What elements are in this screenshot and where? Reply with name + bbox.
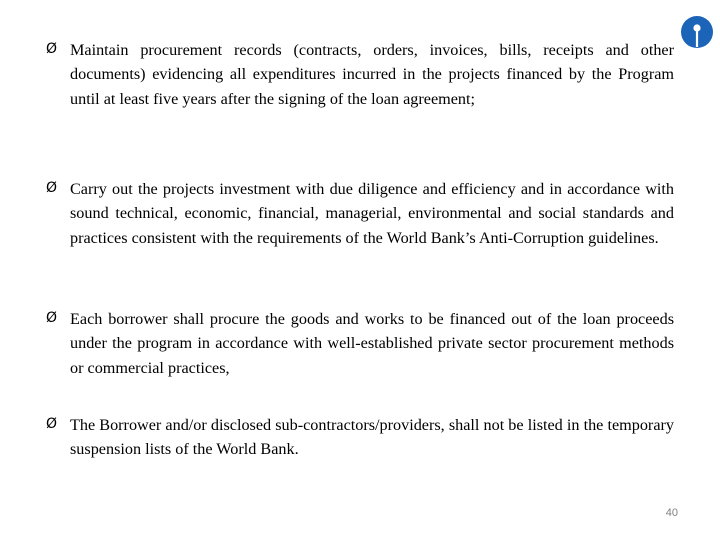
arrow-bullet-icon: Ø: [46, 180, 58, 196]
arrow-bullet-icon: Ø: [46, 41, 58, 57]
bank-logo-icon: [680, 15, 714, 49]
bullet-item: [46, 307, 674, 380]
bullet-item: [46, 177, 674, 250]
bullet-text: The Borrower and/or disclosed sub-contractors/providers, shall not be listed in the temporary suspension lists of the World Bank.: [70, 416, 674, 459]
bullet-text: Carry out the projects investment with due diligence and efficiency and in accordance with sound technical, economic, financial, managerial, environmental and social standards and practices consistent with the requirements of the World Bank’s Anti-Corruption guidelines.: [70, 180, 674, 247]
bullet-item: [46, 413, 674, 462]
bullet-item: [46, 38, 674, 111]
arrow-bullet-icon: Ø: [46, 310, 58, 326]
bullet-text: Each borrower shall procure the goods and works to be financed out of the loan proceeds under the program in accordance with well-established private sector procurement methods or commercial practices,: [70, 310, 674, 377]
page-number: 40: [665, 507, 678, 519]
arrow-bullet-icon: Ø: [46, 416, 58, 432]
bullet-text: Maintain procurement records (contracts, orders, invoices, bills, receipts and other documents) evidencing all expenditures incurred in the projects financed by the Program until at least five years after the signing of the loan agreement;: [70, 41, 674, 108]
